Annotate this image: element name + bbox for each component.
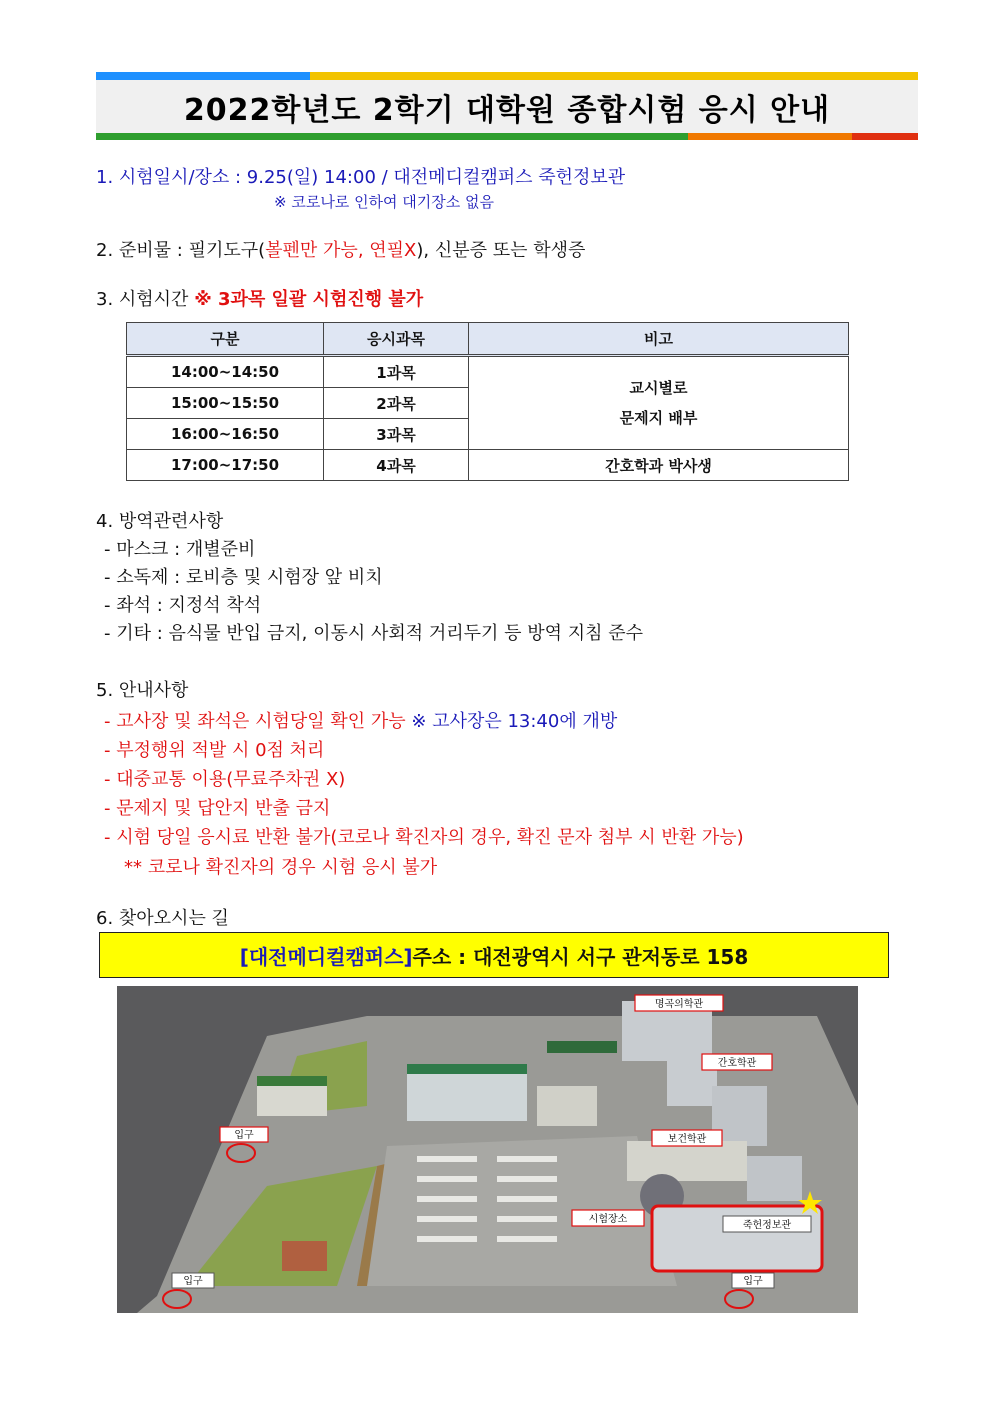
section3-heading — [96, 285, 423, 311]
table-header-cell: 구분 — [127, 323, 324, 356]
table-header-cell: 응시과목 — [324, 323, 469, 356]
svg-text:입구: 입구 — [183, 1276, 203, 1287]
subject-cell: 4과목 — [324, 450, 469, 481]
notice-item — [104, 707, 617, 733]
table-row — [127, 356, 849, 388]
subject-cell: 2과목 — [324, 388, 469, 419]
quarantine-item: - 기타 : 음식물 반입 금지, 이동시 사회적 거리두기 등 방역 지침 준수 — [104, 623, 644, 644]
section2-supplies — [96, 236, 585, 262]
section2-highlight: 볼펜만 가능, 연필X — [265, 240, 417, 261]
time-cell: 14:00~14:50 — [127, 356, 324, 388]
notice-item-blue: ※ 고사장은 13:40에 개방 — [411, 711, 618, 732]
svg-text:죽헌정보관: 죽헌정보관 — [742, 1220, 792, 1231]
title-banner — [96, 72, 918, 140]
svg-text:명곡의학관: 명곡의학관 — [654, 999, 704, 1010]
section3-label: 3. 시험시간 — [96, 289, 189, 310]
section4-heading: 4. 방역관련사항 — [96, 511, 224, 532]
address-box — [99, 932, 889, 978]
notice-item: - 부정행위 적발 시 0점 처리 — [104, 740, 325, 761]
svg-text:입구: 입구 — [743, 1276, 763, 1287]
table-row — [127, 450, 849, 481]
quarantine-item: - 소독제 : 로비층 및 시험장 앞 비치 — [104, 567, 383, 588]
time-cell: 17:00~17:50 — [127, 450, 324, 481]
svg-text:시험장소: 시험장소 — [588, 1214, 628, 1225]
banner-bottom-bar — [96, 133, 918, 140]
note-cell: 간호학과 박사생 — [469, 450, 849, 481]
schedule-table — [126, 322, 849, 481]
notice-item: ** 코로나 확진자의 경우 시험 응시 불가 — [124, 857, 438, 878]
notice-item-red: - 고사장 및 좌석은 시험당일 확인 가능 — [104, 711, 406, 732]
subject-cell: 3과목 — [324, 419, 469, 450]
svg-text:간호학관: 간호학관 — [717, 1058, 757, 1069]
note-merged-cell — [469, 356, 849, 450]
notice-item: - 대중교통 이용(무료주차권 X) — [104, 769, 346, 790]
section2-suffix: ), 신분증 또는 학생증 — [416, 240, 586, 261]
section5-heading: 5. 안내사항 — [96, 680, 189, 701]
section1-note: ※ 코로나로 인하여 대기장소 없음 — [274, 193, 495, 211]
notice-item: - 시험 당일 응시료 반환 불가(코로나 확진자의 경우, 확진 문자 첨부 시 반환 가능) — [104, 827, 744, 848]
notice-item: - 문제지 및 답안지 반출 금지 — [104, 798, 331, 819]
table-header-cell: 비고 — [469, 323, 849, 356]
map-label-health — [652, 1130, 722, 1146]
map-label-exam-site — [572, 1210, 644, 1226]
address-campus: [대전메디컬캠퍼스] — [239, 944, 413, 969]
note-line: 문제지 배부 — [619, 409, 698, 427]
time-cell: 16:00~16:50 — [127, 419, 324, 450]
subject-cell: 1과목 — [324, 356, 469, 388]
map-label-jukheon — [723, 1216, 811, 1232]
campus-map — [117, 986, 858, 1313]
page-title: 2022학년도 2학기 대학원 종합시험 응시 안내 — [183, 92, 831, 128]
section3-warning: ※ 3과목 일괄 시험진행 불가 — [194, 289, 424, 310]
map-label-myeonggok — [635, 995, 723, 1011]
banner-top-bar — [96, 72, 918, 80]
section1-schedule: 1. 시험일시/장소 : 9.25(일) 14:00 / 대전메디컬캠퍼스 죽헌정보관 — [96, 167, 626, 188]
quarantine-item: - 좌석 : 지정석 착석 — [104, 595, 262, 616]
table-header-row — [127, 323, 849, 356]
note-line: 교시별로 — [629, 379, 688, 397]
svg-text:입구: 입구 — [234, 1130, 254, 1141]
quarantine-item: - 마스크 : 개별준비 — [104, 539, 256, 560]
section2-prefix: 2. 준비물 : 필기도구( — [96, 240, 266, 261]
svg-text:보건학관: 보건학관 — [667, 1134, 707, 1145]
address-text: 주소 : 대전광역시 서구 관저동로 158 — [412, 944, 749, 969]
section6-heading: 6. 찾아오시는 길 — [96, 908, 229, 929]
time-cell: 15:00~15:50 — [127, 388, 324, 419]
map-label-nursing — [702, 1054, 772, 1070]
